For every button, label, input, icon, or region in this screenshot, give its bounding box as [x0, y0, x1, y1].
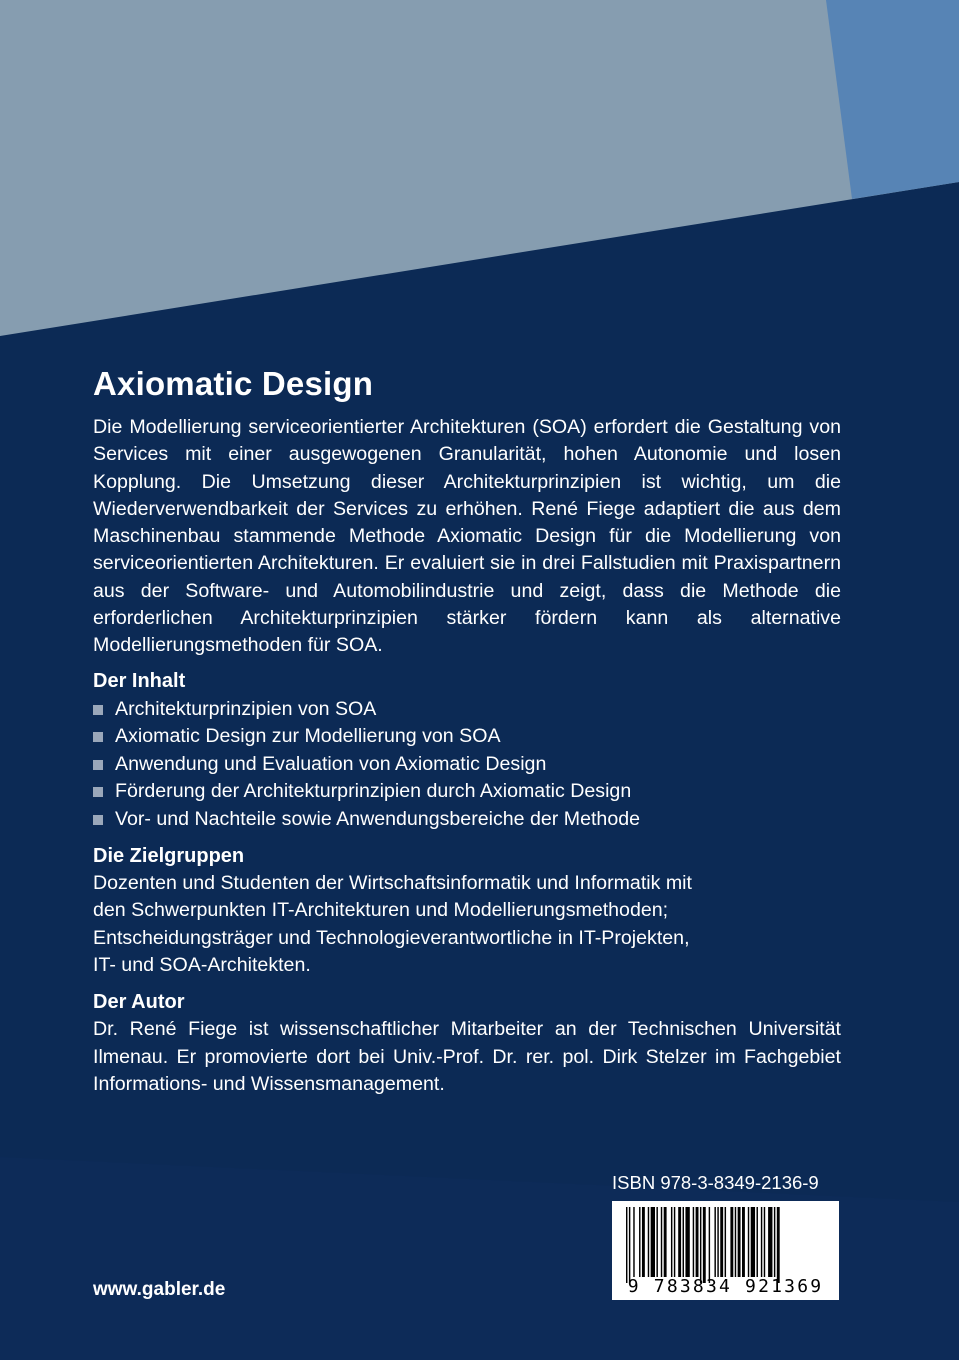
barcode-bar — [683, 1207, 684, 1277]
barcode-bar — [626, 1207, 627, 1283]
barcode-bar — [678, 1207, 681, 1277]
barcode-bar — [629, 1207, 630, 1283]
barcode-bar — [761, 1207, 762, 1277]
square-bullet-icon — [93, 732, 103, 742]
square-bullet-icon — [93, 787, 103, 797]
barcode-bar — [648, 1207, 649, 1277]
barcode-bar — [730, 1207, 733, 1277]
barcode-bar — [777, 1207, 780, 1283]
barcode-bar — [709, 1207, 710, 1283]
author-heading: Der Autor — [93, 991, 185, 1014]
barcode-bar — [757, 1207, 758, 1277]
barcode-bar — [748, 1207, 749, 1277]
barcode-bar — [768, 1207, 772, 1277]
barcode-bar — [738, 1207, 741, 1277]
list-item: Anwendung und Evaluation von Axiomatic Design — [93, 751, 841, 779]
author-text: Dr. René Fiege ist wissenschaftlicher Mitarbeiter an der Technischen Universität Ilmenau. Er promovierte dort bei Univ.-Prof. Dr. rer. pol. Dirk Stelzer im Fachgebiet Informations- und Wissensmanagement. — [93, 1018, 841, 1095]
contents-heading: Der Inhalt — [93, 669, 186, 692]
barcode-bar — [751, 1207, 755, 1277]
barcode-bar — [639, 1207, 640, 1277]
barcode-bar — [651, 1207, 655, 1277]
barcode-bar — [693, 1207, 694, 1277]
barcode-bar — [700, 1207, 701, 1283]
barcode-bar — [633, 1207, 634, 1277]
barcode-bar — [764, 1207, 765, 1277]
barcode-bar — [656, 1207, 657, 1277]
barcode-bar — [725, 1207, 726, 1277]
audience-text: Dozenten und Studenten der Wirtschaftsinformatik und Informatik mit den Schwerpunkten IT-Architekturen und Modellierungsmethoden; Entscheidungsträger und Technologieverantwortliche in IT-Projekten, IT- und SOA-Architekten. — [93, 872, 692, 977]
square-bullet-icon — [93, 705, 103, 715]
isbn-barcode — [612, 1201, 839, 1300]
book-title: Axiomatic Design — [93, 365, 374, 402]
barcode-bar — [674, 1207, 675, 1277]
barcode-bar — [742, 1207, 745, 1277]
back-cover-text — [93, 364, 841, 1098]
contents-list — [93, 696, 841, 834]
barcode-bar — [661, 1207, 662, 1277]
barcode-bar — [703, 1207, 706, 1283]
list-item: Axiomatic Design zur Modellierung von SOA — [93, 723, 841, 751]
barcode-bar — [774, 1207, 775, 1277]
barcode-bar — [664, 1207, 667, 1277]
barcode-bar — [714, 1207, 715, 1277]
barcode-digits: 9 783834 921369 — [627, 1276, 824, 1297]
barcode-bar — [720, 1207, 723, 1277]
barcode-bar — [696, 1207, 699, 1277]
barcode-bar — [685, 1207, 689, 1277]
barcode-bar — [671, 1207, 672, 1277]
isbn-label: ISBN 978-3-8349-2136-9 — [612, 1172, 819, 1193]
barcode-bar — [642, 1207, 645, 1277]
square-bullet-icon — [93, 760, 103, 770]
list-item: Architekturprinzipien von SOA — [93, 696, 841, 724]
barcode-bar — [717, 1207, 718, 1277]
list-item: Vor- und Nachteile sowie Anwendungsbereiche der Methode — [93, 806, 841, 834]
barcode-bar — [735, 1207, 736, 1277]
list-item: Förderung der Architekturprinzipien durch Axiomatic Design — [93, 778, 841, 806]
square-bullet-icon — [93, 815, 103, 825]
intro-paragraph: Die Modellierung serviceorientierter Architekturen (SOA) erfordert die Gestaltung von Services mit einer ausgewogenen Granularität, hohen Autonomie und losen Kopplung. Die Umsetzung dieser Architekturprinzipien ist wichtig, um die Wiederverwendbarkeit der Services zu erhöhen. René Fiege adaptiert die aus dem Maschinenbau stammende Methode Axiomatic Design für die Modellierung von serviceorientierten Architekturen. Er evaluiert sie in drei Fallstudien mit Praxispartnern aus der Software- und Automobilindustrie und zeigt, dass die Methode die erforderlichen Architekturprinzipien stärker fördern kann als alternative Modellierungsmethoden für SOA. — [93, 416, 841, 657]
audience-heading: Die Zielgruppen — [93, 845, 245, 868]
publisher-url[interactable]: www.gabler.de — [93, 1279, 226, 1300]
